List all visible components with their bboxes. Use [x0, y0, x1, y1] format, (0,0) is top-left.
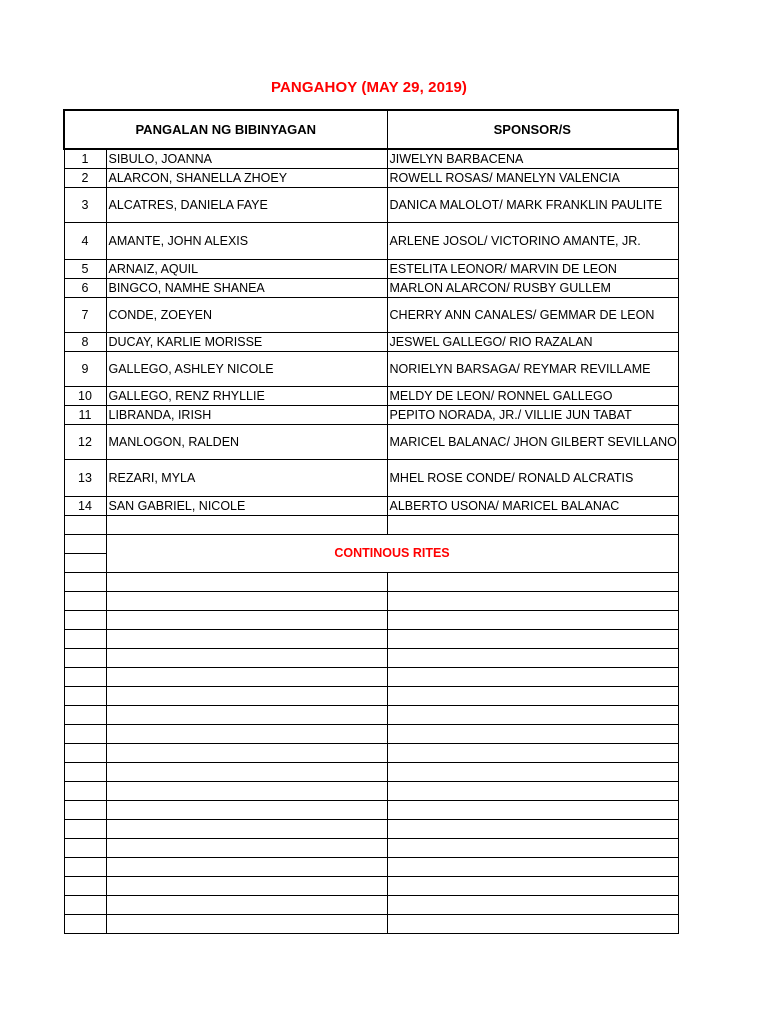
- baptism-roster-table: [63, 109, 679, 934]
- empty-row: [64, 839, 678, 858]
- empty-cell: [106, 668, 387, 687]
- empty-row: [64, 915, 678, 934]
- empty-cell: [64, 573, 106, 592]
- header-row: [64, 110, 678, 149]
- empty-cell: [64, 649, 106, 668]
- empty-cell: [106, 839, 387, 858]
- row-number: 13: [64, 460, 106, 497]
- empty-cell: [387, 630, 678, 649]
- empty-cell: [64, 915, 106, 934]
- child-name: ALARCON, SHANELLA ZHOEY: [106, 169, 387, 188]
- empty-cell: [387, 611, 678, 630]
- table-row: [64, 387, 678, 406]
- child-name: BINGCO, NAMHE SHANEA: [106, 279, 387, 298]
- empty-cell: [387, 573, 678, 592]
- empty-cell: [64, 801, 106, 820]
- document-title: PANGAHOY (MAY 29, 2019): [271, 79, 467, 96]
- empty-row: [64, 706, 678, 725]
- empty-cell: [106, 801, 387, 820]
- empty-cell: [64, 839, 106, 858]
- empty-cell: [64, 630, 106, 649]
- empty-cell: [387, 877, 678, 896]
- row-number: 7: [64, 298, 106, 333]
- sponsor-names: MELDY DE LEON/ RONNEL GALLEGO: [387, 387, 678, 406]
- sponsor-names: ARLENE JOSOL/ VICTORINO AMANTE, JR.: [387, 223, 678, 260]
- empty-cell: [106, 820, 387, 839]
- empty-cell: [64, 896, 106, 915]
- child-name: GALLEGO, RENZ RHYLLIE: [106, 387, 387, 406]
- empty-cell: [387, 858, 678, 877]
- empty-cell: [106, 516, 387, 535]
- empty-cell: [64, 687, 106, 706]
- empty-cell: [106, 630, 387, 649]
- child-name: CONDE, ZOEYEN: [106, 298, 387, 333]
- empty-cell: [387, 839, 678, 858]
- empty-cell: [64, 782, 106, 801]
- table-row: [64, 149, 678, 169]
- table-row: [64, 352, 678, 387]
- empty-row: [64, 820, 678, 839]
- row-number: 10: [64, 387, 106, 406]
- sponsor-names: PEPITO NORADA, JR./ VILLIE JUN TABAT: [387, 406, 678, 425]
- empty-row: [64, 858, 678, 877]
- child-name: AMANTE, JOHN ALEXIS: [106, 223, 387, 260]
- row-number: 5: [64, 260, 106, 279]
- empty-row: [64, 516, 678, 535]
- empty-cell: [64, 820, 106, 839]
- section-row: [64, 535, 678, 554]
- table-row: [64, 497, 678, 516]
- empty-row: [64, 592, 678, 611]
- empty-row: [64, 573, 678, 592]
- empty-cell: [106, 896, 387, 915]
- empty-cell: [64, 611, 106, 630]
- empty-cell: [106, 592, 387, 611]
- row-number: 12: [64, 425, 106, 460]
- row-number: 2: [64, 169, 106, 188]
- empty-cell: [106, 706, 387, 725]
- empty-row: [64, 877, 678, 896]
- empty-cell: [387, 896, 678, 915]
- row-number: 4: [64, 223, 106, 260]
- row-number: 9: [64, 352, 106, 387]
- sponsor-names: ALBERTO USONA/ MARICEL BALANAC: [387, 497, 678, 516]
- empty-cell: [106, 573, 387, 592]
- empty-cell: [387, 649, 678, 668]
- empty-row: [64, 611, 678, 630]
- table-row: [64, 298, 678, 333]
- empty-cell: [106, 858, 387, 877]
- empty-cell: [387, 592, 678, 611]
- empty-cell: [387, 687, 678, 706]
- empty-row: [64, 649, 678, 668]
- empty-cell: [64, 725, 106, 744]
- empty-cell: [64, 877, 106, 896]
- table-row: [64, 333, 678, 352]
- empty-row: [64, 744, 678, 763]
- empty-cell: [387, 801, 678, 820]
- table-row: [64, 460, 678, 497]
- row-number: 11: [64, 406, 106, 425]
- empty-cell: [106, 763, 387, 782]
- empty-row: [64, 687, 678, 706]
- empty-cell: [106, 687, 387, 706]
- sponsor-names: NORIELYN BARSAGA/ REYMAR REVILLAME: [387, 352, 678, 387]
- empty-cell: [64, 592, 106, 611]
- child-name: GALLEGO, ASHLEY NICOLE: [106, 352, 387, 387]
- sponsor-names: DANICA MALOLOT/ MARK FRANKLIN PAULITE: [387, 188, 678, 223]
- empty-cell: [387, 820, 678, 839]
- child-name: ARNAIZ, AQUIL: [106, 260, 387, 279]
- child-name: LIBRANDA, IRISH: [106, 406, 387, 425]
- child-name: MANLOGON, RALDEN: [106, 425, 387, 460]
- empty-row: [64, 668, 678, 687]
- sponsor-names: MARLON ALARCON/ RUSBY GULLEM: [387, 279, 678, 298]
- table-row: [64, 279, 678, 298]
- empty-cell: [64, 668, 106, 687]
- empty-cell: [106, 915, 387, 934]
- section-heading: CONTINOUS RITES: [106, 535, 678, 573]
- child-name: ALCATRES, DANIELA FAYE: [106, 188, 387, 223]
- header-name: PANGALAN NG BIBINYAGAN: [64, 110, 387, 149]
- sponsor-names: MHEL ROSE CONDE/ RONALD ALCRATIS: [387, 460, 678, 497]
- table-row: [64, 425, 678, 460]
- sponsor-names: ROWELL ROSAS/ MANELYN VALENCIA: [387, 169, 678, 188]
- header-sponsors: SPONSOR/S: [387, 110, 678, 149]
- row-number: 8: [64, 333, 106, 352]
- child-name: SAN GABRIEL, NICOLE: [106, 497, 387, 516]
- empty-cell: [387, 763, 678, 782]
- empty-cell: [64, 858, 106, 877]
- empty-row: [64, 896, 678, 915]
- empty-cell: [64, 535, 106, 554]
- sponsor-names: CHERRY ANN CANALES/ GEMMAR DE LEON: [387, 298, 678, 333]
- empty-row: [64, 782, 678, 801]
- empty-cell: [64, 744, 106, 763]
- empty-cell: [106, 611, 387, 630]
- table-row: [64, 260, 678, 279]
- empty-cell: [106, 649, 387, 668]
- row-number: 3: [64, 188, 106, 223]
- empty-cell: [387, 516, 678, 535]
- table-row: [64, 406, 678, 425]
- table-row: [64, 223, 678, 260]
- empty-cell: [106, 725, 387, 744]
- table-row: [64, 169, 678, 188]
- row-number: 6: [64, 279, 106, 298]
- sponsor-names: JIWELYN BARBACENA: [387, 149, 678, 169]
- empty-cell: [64, 706, 106, 725]
- empty-cell: [387, 744, 678, 763]
- empty-cell: [387, 668, 678, 687]
- empty-cell: [106, 782, 387, 801]
- child-name: REZARI, MYLA: [106, 460, 387, 497]
- child-name: SIBULO, JOANNA: [106, 149, 387, 169]
- empty-cell: [387, 915, 678, 934]
- empty-cell: [64, 554, 106, 573]
- empty-row: [64, 763, 678, 782]
- empty-row: [64, 801, 678, 820]
- sponsor-names: JESWEL GALLEGO/ RIO RAZALAN: [387, 333, 678, 352]
- empty-cell: [64, 763, 106, 782]
- empty-row: [64, 725, 678, 744]
- row-number: 1: [64, 149, 106, 169]
- empty-cell: [387, 706, 678, 725]
- empty-row: [64, 630, 678, 649]
- empty-cell: [387, 782, 678, 801]
- empty-cell: [106, 877, 387, 896]
- empty-cell: [64, 516, 106, 535]
- empty-cell: [106, 744, 387, 763]
- child-name: DUCAY, KARLIE MORISSE: [106, 333, 387, 352]
- table-row: [64, 188, 678, 223]
- empty-cell: [387, 725, 678, 744]
- sponsor-names: MARICEL BALANAC/ JHON GILBERT SEVILLANO: [387, 425, 678, 460]
- row-number: 14: [64, 497, 106, 516]
- sponsor-names: ESTELITA LEONOR/ MARVIN DE LEON: [387, 260, 678, 279]
